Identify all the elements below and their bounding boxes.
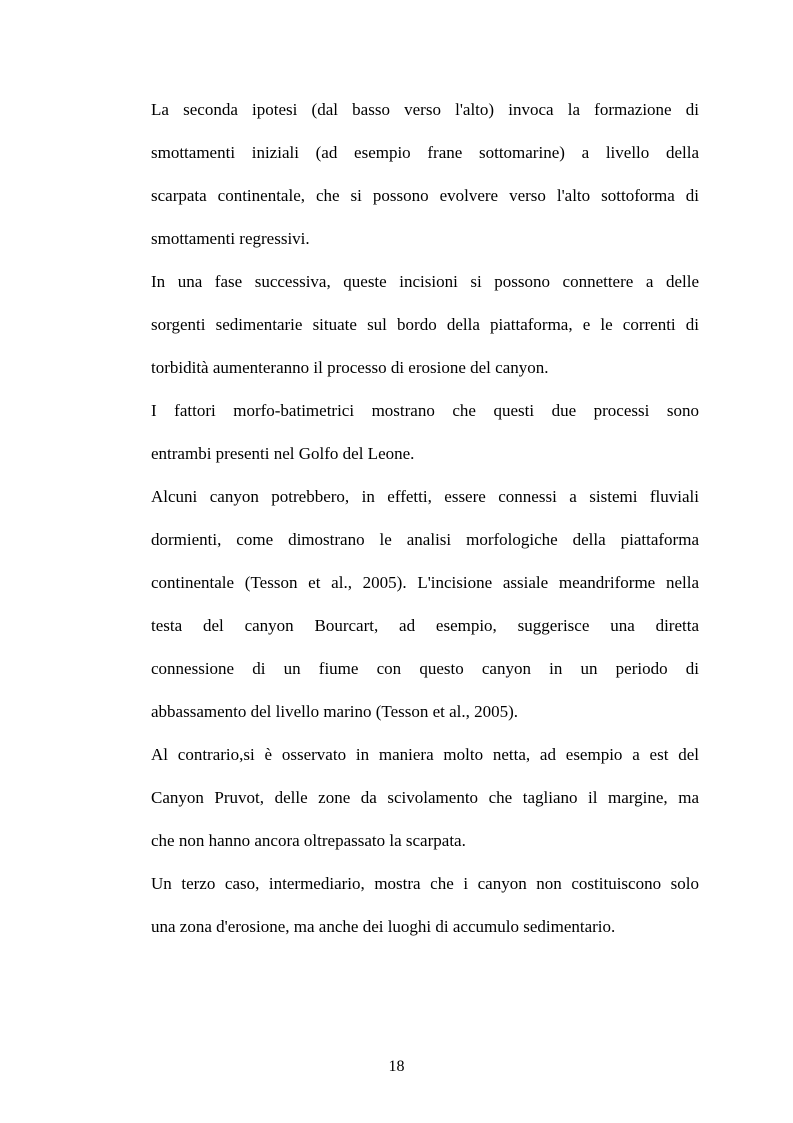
text-line: che non hanno ancora oltrepassato la scarpata. — [151, 831, 466, 850]
text-line: smottamenti regressivi. — [151, 229, 310, 248]
text-line: La seconda ipotesi (dal basso verso l'alto) invoca la formazione di — [151, 100, 699, 119]
text-line: I fattori morfo-batimetrici mostrano che questi due processi sono — [151, 401, 699, 420]
text-line: sorgenti sedimentarie situate sul bordo della piattaforma, e le correnti di — [151, 315, 699, 334]
text-line: testa del canyon Bourcart, ad esempio, suggerisce una diretta — [151, 616, 699, 635]
text-line: una zona d'erosione, ma anche dei luoghi di accumulo sedimentario. — [151, 917, 616, 936]
page-number: 18 — [388, 1058, 405, 1075]
text-line: Canyon Pruvot, delle zone da scivolamento che tagliano il margine, ma — [151, 788, 699, 807]
text-line: connessione di un fiume con questo canyon in un periodo di — [151, 659, 699, 678]
text-line: torbidità aumenteranno il processo di erosione del canyon. — [151, 358, 549, 377]
text-line: Al contrario,si è osservato in maniera molto netta, ad esempio a est del — [151, 745, 699, 764]
text-line: continentale (Tesson et al., 2005). L'incisione assiale meandriforme nella — [151, 573, 699, 592]
text-line: abbassamento del livello marino (Tesson et al., 2005). — [151, 702, 519, 721]
text-line: Alcuni canyon potrebbero, in effetti, essere connessi a sistemi fluviali — [151, 487, 699, 506]
body-text — [151, 88, 699, 948]
text-line: smottamenti iniziali (ad esempio frane sottomarine) a livello della — [151, 143, 699, 162]
text-line: In una fase successiva, queste incisioni si possono connettere a delle — [151, 272, 699, 291]
text-line: dormienti, come dimostrano le analisi morfologiche della piattaforma — [151, 530, 699, 549]
text-line: entrambi presenti nel Golfo del Leone. — [151, 444, 415, 463]
text-line: Un terzo caso, intermediario, mostra che i canyon non costituiscono solo — [151, 874, 699, 893]
text-line: scarpata continentale, che si possono evolvere verso l'alto sottoforma di — [151, 186, 699, 205]
